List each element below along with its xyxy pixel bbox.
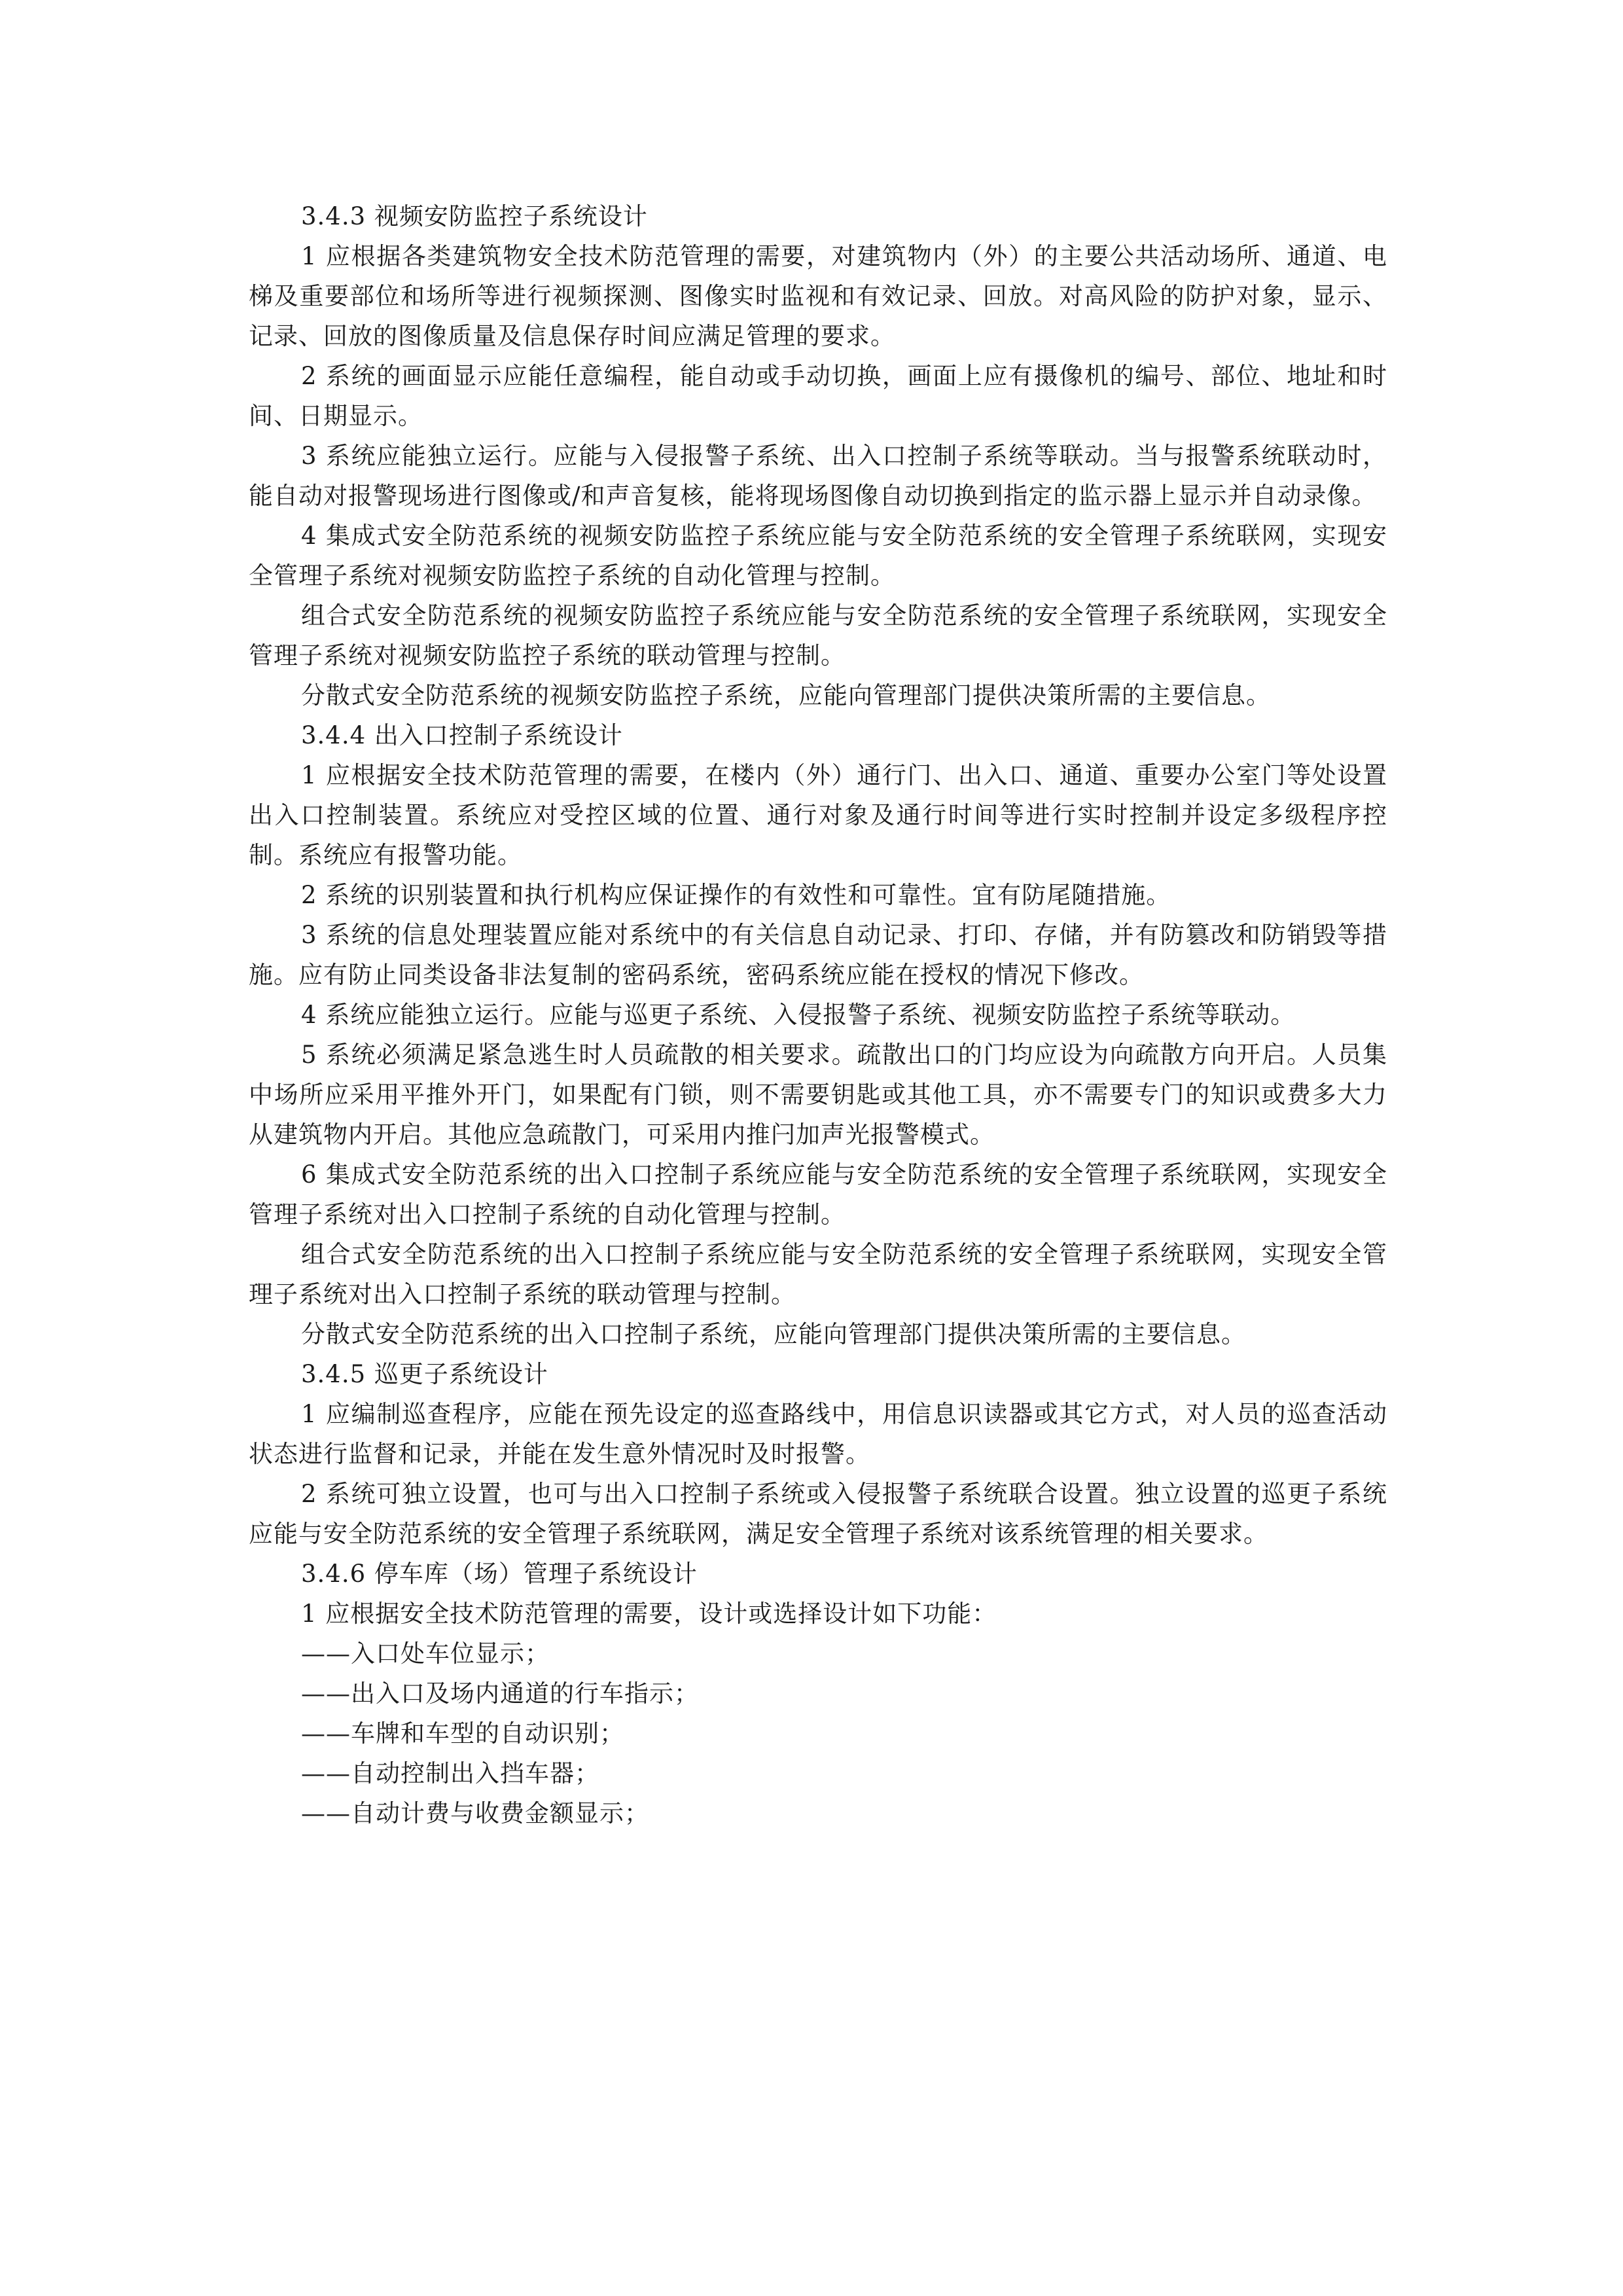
paragraph: 1 应根据各类建筑物安全技术防范管理的需要，对建筑物内（外）的主要公共活动场所、通道、电梯及重要部位和场所等进行视频探测、图像实时监视和有效记录、回放。对高风险的防护对象，显示、记录、回放的图像质量及信息保存时间应满足管理的要求。	[249, 242, 1387, 350]
section-heading: 3.4.4 出入口控制子系统设计	[301, 721, 623, 749]
paragraph: 2 系统的画面显示应能任意编程，能自动或手动切换，画面上应有摄像机的编号、部位、地址和时间、日期显示。	[249, 362, 1387, 430]
paragraph: 1 应根据安全技术防范管理的需要，设计或选择设计如下功能：	[301, 1600, 997, 1628]
dash-list-item: ——车牌和车型的自动识别；	[301, 1719, 624, 1748]
paragraph: 1 应根据安全技术防范管理的需要，在楼内（外）通行门、出入口、通道、重要办公室门等处设置出入口控制装置。系统应对受控区域的位置、通行对象及通行时间等进行实时控制并设定多级程序控制。系统应有报警功能。	[249, 761, 1387, 869]
paragraph: 5 系统必须满足紧急逃生时人员疏散的相关要求。疏散出口的门均应设为向疏散方向开启。人员集中场所应采用平推外开门，如果配有门锁，则不需要钥匙或其他工具，亦不需要专门的知识或费多大力从建筑物内开启。其他应急疏散门，可采用内推闩加声光报警模式。	[249, 1041, 1387, 1149]
dash-list-item: ——入口处车位显示；	[301, 1640, 550, 1668]
document-page	[249, 196, 1387, 1833]
section-heading: 3.4.5 巡更子系统设计	[301, 1360, 548, 1388]
section-heading: 3.4.3 视频安防监控子系统设计	[301, 202, 648, 230]
paragraph: 3 系统的信息处理装置应能对系统中的有关信息自动记录、打印、存储，并有防篡改和防销毁等措施。应有防止同类设备非法复制的密码系统，密码系统应能在授权的情况下修改。	[249, 921, 1387, 989]
dash-list-item: ——自动控制出入挡车器；	[301, 1759, 599, 1787]
paragraph: 组合式安全防范系统的出入口控制子系统应能与安全防范系统的安全管理子系统联网，实现安全管理子系统对出入口控制子系统的联动管理与控制。	[249, 1240, 1387, 1308]
paragraph: 6 集成式安全防范系统的出入口控制子系统应能与安全防范系统的安全管理子系统联网，实现安全管理子系统对出入口控制子系统的自动化管理与控制。	[249, 1160, 1387, 1229]
paragraph: 2 系统的识别装置和执行机构应保证操作的有效性和可靠性。宜有防尾随措施。	[301, 881, 1171, 909]
paragraph: 4 集成式安全防范系统的视频安防监控子系统应能与安全防范系统的安全管理子系统联网，实现安全管理子系统对视频安防监控子系统的自动化管理与控制。	[249, 522, 1387, 590]
paragraph: 1 应编制巡查程序，应能在预先设定的巡查路线中，用信息识读器或其它方式，对人员的巡查活动状态进行监督和记录，并能在发生意外情况时及时报警。	[249, 1400, 1387, 1468]
paragraph: 组合式安全防范系统的视频安防监控子系统应能与安全防范系统的安全管理子系统联网，实现安全管理子系统对视频安防监控子系统的联动管理与控制。	[249, 601, 1387, 670]
paragraph: 3 系统应能独立运行。应能与入侵报警子系统、出入口控制子系统等联动。当与报警系统联动时，能自动对报警现场进行图像或/和声音复核，能将现场图像自动切换到指定的监示器上显示并自动录像。	[249, 442, 1387, 510]
paragraph: 2 系统可独立设置，也可与出入口控制子系统或入侵报警子系统联合设置。独立设置的巡更子系统应能与安全防范系统的安全管理子系统联网，满足安全管理子系统对该系统管理的相关要求。	[249, 1480, 1387, 1548]
dash-list-item: ——自动计费与收费金额显示；	[301, 1799, 649, 1827]
paragraph: 4 系统应能独立运行。应能与巡更子系统、入侵报警子系统、视频安防监控子系统等联动。	[301, 1001, 1296, 1029]
section-heading: 3.4.6 停车库（场）管理子系统设计	[301, 1560, 698, 1588]
dash-list-item: ——出入口及场内通道的行车指示；	[301, 1679, 699, 1708]
paragraph: 分散式安全防范系统的视频安防监控子系统，应能向管理部门提供决策所需的主要信息。	[301, 681, 1271, 709]
paragraph: 分散式安全防范系统的出入口控制子系统，应能向管理部门提供决策所需的主要信息。	[301, 1320, 1246, 1348]
